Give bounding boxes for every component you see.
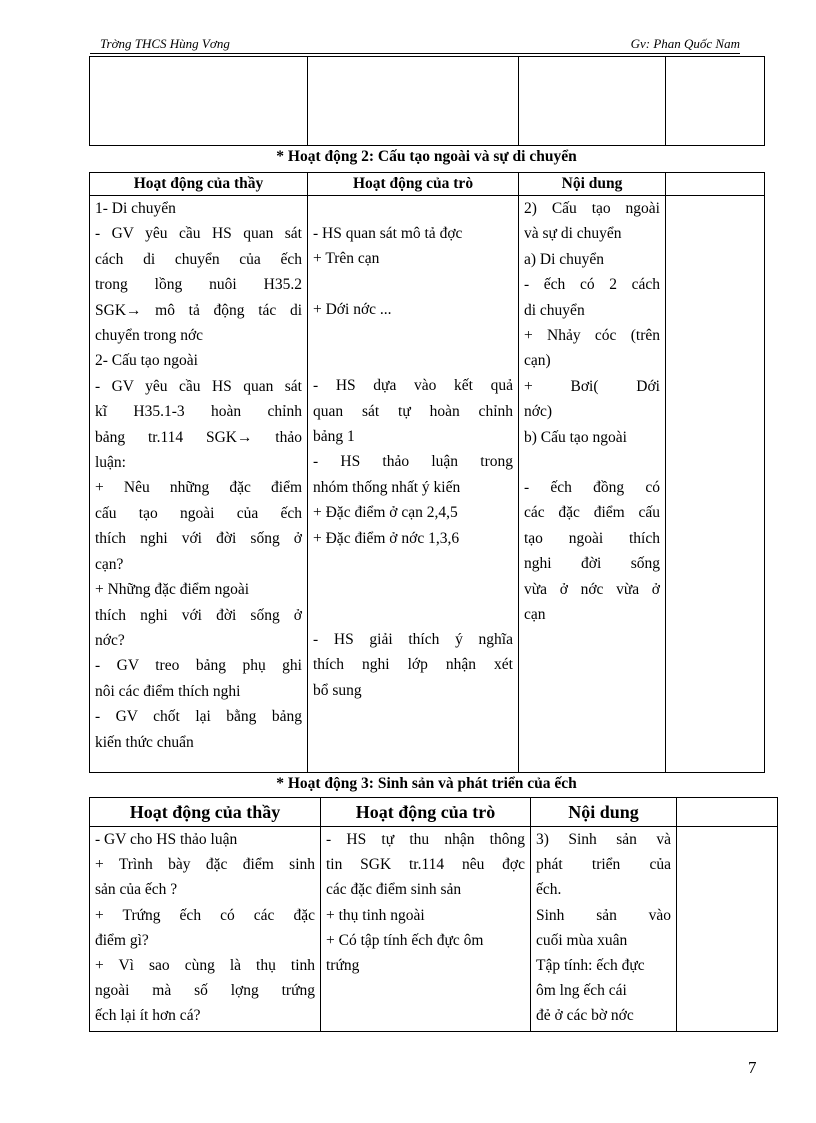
text-line: - GV treo bảng phụ ghi [95, 657, 302, 675]
text-line: cấu tạo ngoài của ếch [95, 504, 302, 522]
header-teacher: Gv: Phan Quốc Nam [630, 36, 740, 51]
text-line: + Trứng ếch có các đặc [95, 906, 315, 924]
text-line: bảng 1 [313, 428, 355, 446]
column-header-teacher: Hoạt động của thầy [90, 798, 321, 827]
text-line: + Đặc điểm ở nớc 1,3,6 [313, 529, 460, 547]
text-line: + Trình bày đặc điểm sinh [95, 856, 315, 874]
text-line: các đặc điểm cấu [524, 504, 660, 522]
text-line: - GV chốt lại bằng bảng [95, 708, 302, 726]
empty-cell [90, 57, 308, 146]
text-line: - HS thảo luận trong [313, 453, 513, 471]
text-line: nớc? [95, 631, 125, 649]
text-line: bổ sung [313, 681, 362, 699]
text-line: vừa ở nớc vừa ở [524, 580, 660, 598]
content-cell [519, 196, 666, 773]
page-number: 7 [748, 1058, 757, 1077]
text-line: thích nghi với đời sống ở [95, 606, 302, 624]
text-line: - ếch đồng có [524, 479, 660, 497]
text-line: + thụ tinh ngoài [326, 906, 425, 924]
text-line: tin SGK tr.114 nêu đợc [326, 856, 525, 874]
blank-cell [677, 827, 778, 1032]
column-header-content: Nội dung [531, 798, 677, 827]
text-line: b) Cấu tạo ngoài [524, 428, 627, 446]
text-line: trứng [326, 957, 360, 975]
column-header-blank [666, 173, 765, 196]
empty-cell [308, 57, 519, 146]
text-line: SGK→ mô tả động tác di [95, 301, 302, 319]
student-activity-cell [308, 196, 519, 773]
column-header-student: Hoạt động của trò [308, 173, 519, 196]
text-line: - GV cho HS thảo luận [95, 831, 238, 848]
text-line: + Đặc điểm ở cạn 2,4,5 [313, 504, 458, 522]
text-line: điểm gì? [95, 931, 149, 949]
text-line: - HS quan sát mô tả đợc [313, 225, 463, 242]
text-line: 1- Di chuyển [95, 200, 176, 217]
text-line: + Những đặc điểm ngoài [95, 581, 250, 599]
text-line: kĩ H35.1-3 hoàn chỉnh [95, 403, 302, 421]
text-line: quan sát tự hoàn chỉnh [313, 402, 513, 420]
text-line: nôi các điểm thích nghi [95, 682, 241, 700]
text-line: + Bơi( Dới [524, 377, 660, 395]
text-line: thích nghi lớp nhận xét [313, 656, 513, 674]
text-line: ếch lại ít hơn cá? [95, 1007, 201, 1025]
text-line: thích nghi với đời sống ở [95, 530, 302, 548]
section-3-title: * Hoạt động 3: Sinh sản và phát triển của ếch [276, 775, 577, 792]
blank-cell [666, 196, 765, 773]
text-line: - GV yêu cầu HS quan sát [95, 225, 302, 243]
content-cell [531, 827, 677, 1032]
column-header-student: Hoạt động của trò [321, 798, 531, 827]
text-line: và sự di chuyển [524, 225, 622, 243]
empty-cell [519, 57, 666, 146]
text-line: cách di chuyển của ếch [95, 250, 302, 268]
text-line: cạn? [95, 555, 124, 573]
text-line: + Nhảy cóc (trên [524, 327, 660, 345]
text-line: bảng tr.114 SGK→ thảo [95, 428, 302, 446]
section-3-table [89, 797, 778, 1032]
text-line: - HS dựa vào kết quả [313, 377, 513, 395]
text-line: - ếch có 2 cách [524, 276, 660, 294]
section-2-title: * Hoạt động 2: Cấu tạo ngoài và sự di chuyển [276, 148, 577, 165]
text-line: di chuyển [524, 301, 585, 319]
text-line: kiến thức chuẩn [95, 733, 194, 751]
text-line: + Nêu những đặc điểm [95, 479, 302, 497]
text-line: đẻ ở các bờ nớc [536, 1007, 634, 1025]
text-line: cạn [524, 606, 546, 624]
text-line: a) Di chuyển [524, 250, 605, 268]
text-line: nghi đời sống [524, 555, 660, 573]
teacher-activity-cell [90, 827, 321, 1032]
previous-table-continuation [89, 56, 765, 146]
column-header-content: Nội dung [519, 173, 666, 196]
text-line: nhóm thống nhất ý kiến [313, 478, 461, 496]
text-line: sản của ếch ? [95, 881, 178, 899]
text-line: trong lồng nuôi H35.2 [95, 276, 302, 294]
text-line: luận: [95, 454, 126, 472]
text-line: - HS giải thích ý nghĩa [313, 631, 513, 649]
teacher-activity-cell [90, 196, 308, 773]
header-school: Trờng THCS Hùng Vơng [100, 36, 230, 51]
text-line: nớc) [524, 403, 552, 421]
text-line: - GV yêu cầu HS quan sát [95, 377, 302, 395]
text-line: + Vì sao cùng là thụ tinh [95, 957, 315, 975]
text-line: + Trên cạn [313, 250, 380, 268]
text-line: ngoài mà số lợng trứng [95, 982, 315, 1000]
text-line: + Dới nớc ... [313, 300, 392, 318]
text-line: Sinh sản vào [536, 906, 671, 924]
text-line: + Có tập tính ếch đực ôm [326, 931, 484, 949]
column-header-teacher: Hoạt động của thầy [90, 173, 308, 196]
text-line: tạo ngoài thích [524, 529, 660, 547]
text-line: 2) Cấu tạo ngoài [524, 200, 660, 217]
column-header-blank [677, 798, 778, 827]
text-line: phát triển của [536, 856, 671, 874]
text-line: - HS tự thu nhận thông [326, 831, 525, 848]
student-activity-cell [321, 827, 531, 1032]
text-line: cạn) [524, 352, 551, 370]
text-line: cuối mùa xuân [536, 931, 628, 949]
text-line: 3) Sinh sản và [536, 831, 671, 848]
empty-cell [666, 57, 765, 146]
section-2-table [89, 172, 765, 773]
text-line: các đặc điểm sinh sản [326, 881, 462, 899]
text-line: ôm lng ếch cái [536, 982, 627, 1000]
text-line: 2- Cấu tạo ngoài [95, 352, 198, 370]
text-line: ếch. [536, 881, 562, 899]
text-line: chuyển trong nớc [95, 327, 204, 345]
text-line: Tập tính: ếch đực [536, 957, 645, 975]
page-header [90, 36, 740, 54]
